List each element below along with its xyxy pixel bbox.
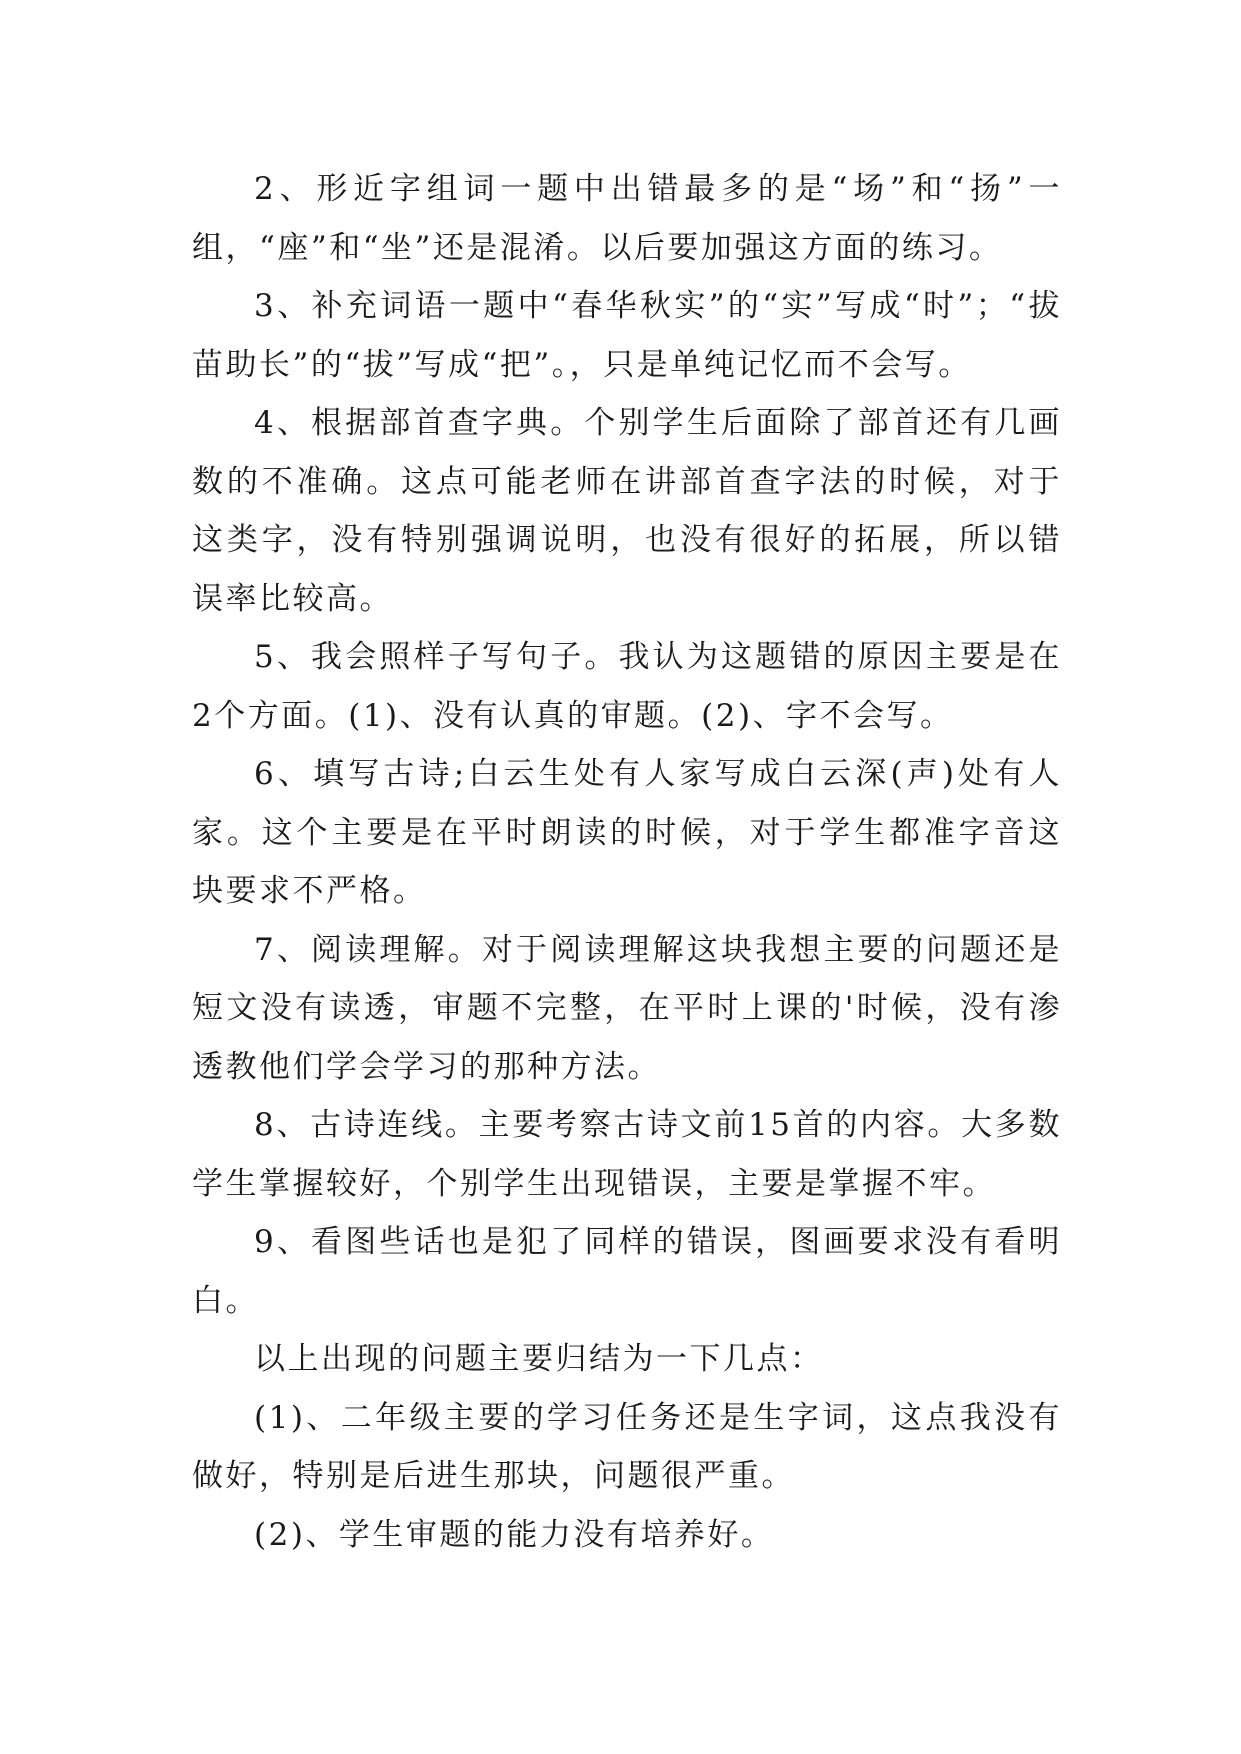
paragraph-item-2: 2、形近字组词一题中出错最多的是“场”和“扬”一组，“座”和“坐”还是混淆。以后要加强这方面的练习。 xyxy=(192,171,1062,266)
paragraph-item-5: 5、我会照样子写句子。我认为这题错的原因主要是在2个方面。(1)、没有认真的审题。(2)、字不会写。 xyxy=(192,639,1062,734)
paragraph-summary-intro: 以上出现的问题主要归结为一下几点： xyxy=(254,1341,824,1377)
paragraph-item-8: 8、古诗连线。主要考察古诗文前15首的内容。大多数学生掌握较好，个别学生出现错误，主要是掌握不牢。 xyxy=(192,1107,1062,1202)
paragraph-summary-point-2: (2)、学生审题的能力没有培养好。 xyxy=(254,1516,775,1553)
paragraph-item-7: 7、阅读理解。对于阅读理解这块我想主要的问题还是短文没有读透，审题不完整，在平时上课的'时候，没有渗透教他们学会学习的那种方法。 xyxy=(192,931,1062,1085)
paragraph-item-6: 6、填写古诗;白云生处有人家写成白云深(声)处有人家。这个主要是在平时朗读的时候，对于学生都准字音这块要求不严格。 xyxy=(192,756,1062,909)
paragraph-summary-point-1: (1)、二年级主要的学习任务还是生字词，这点我没有做好，特别是后进生那块，问题很严重。 xyxy=(192,1399,1062,1494)
paragraph-item-4: 4、根据部首查字典。个别学生后面除了部首还有几画数的不准确。这点可能老师在讲部首查字法的时候，对于这类字，没有特别强调说明，也没有很好的拓展，所以错误率比较高。 xyxy=(192,405,1062,617)
paragraph-item-9: 9、看图些话也是犯了同样的错误，图画要求没有看明白。 xyxy=(192,1224,1062,1319)
document-body xyxy=(192,160,1062,1564)
paragraph-item-3: 3、补充词语一题中“春华秋实”的“实”写成“时”；“拔苗助长”的“拔”写成“把”。，只是单纯记忆而不会写。 xyxy=(192,288,1062,383)
